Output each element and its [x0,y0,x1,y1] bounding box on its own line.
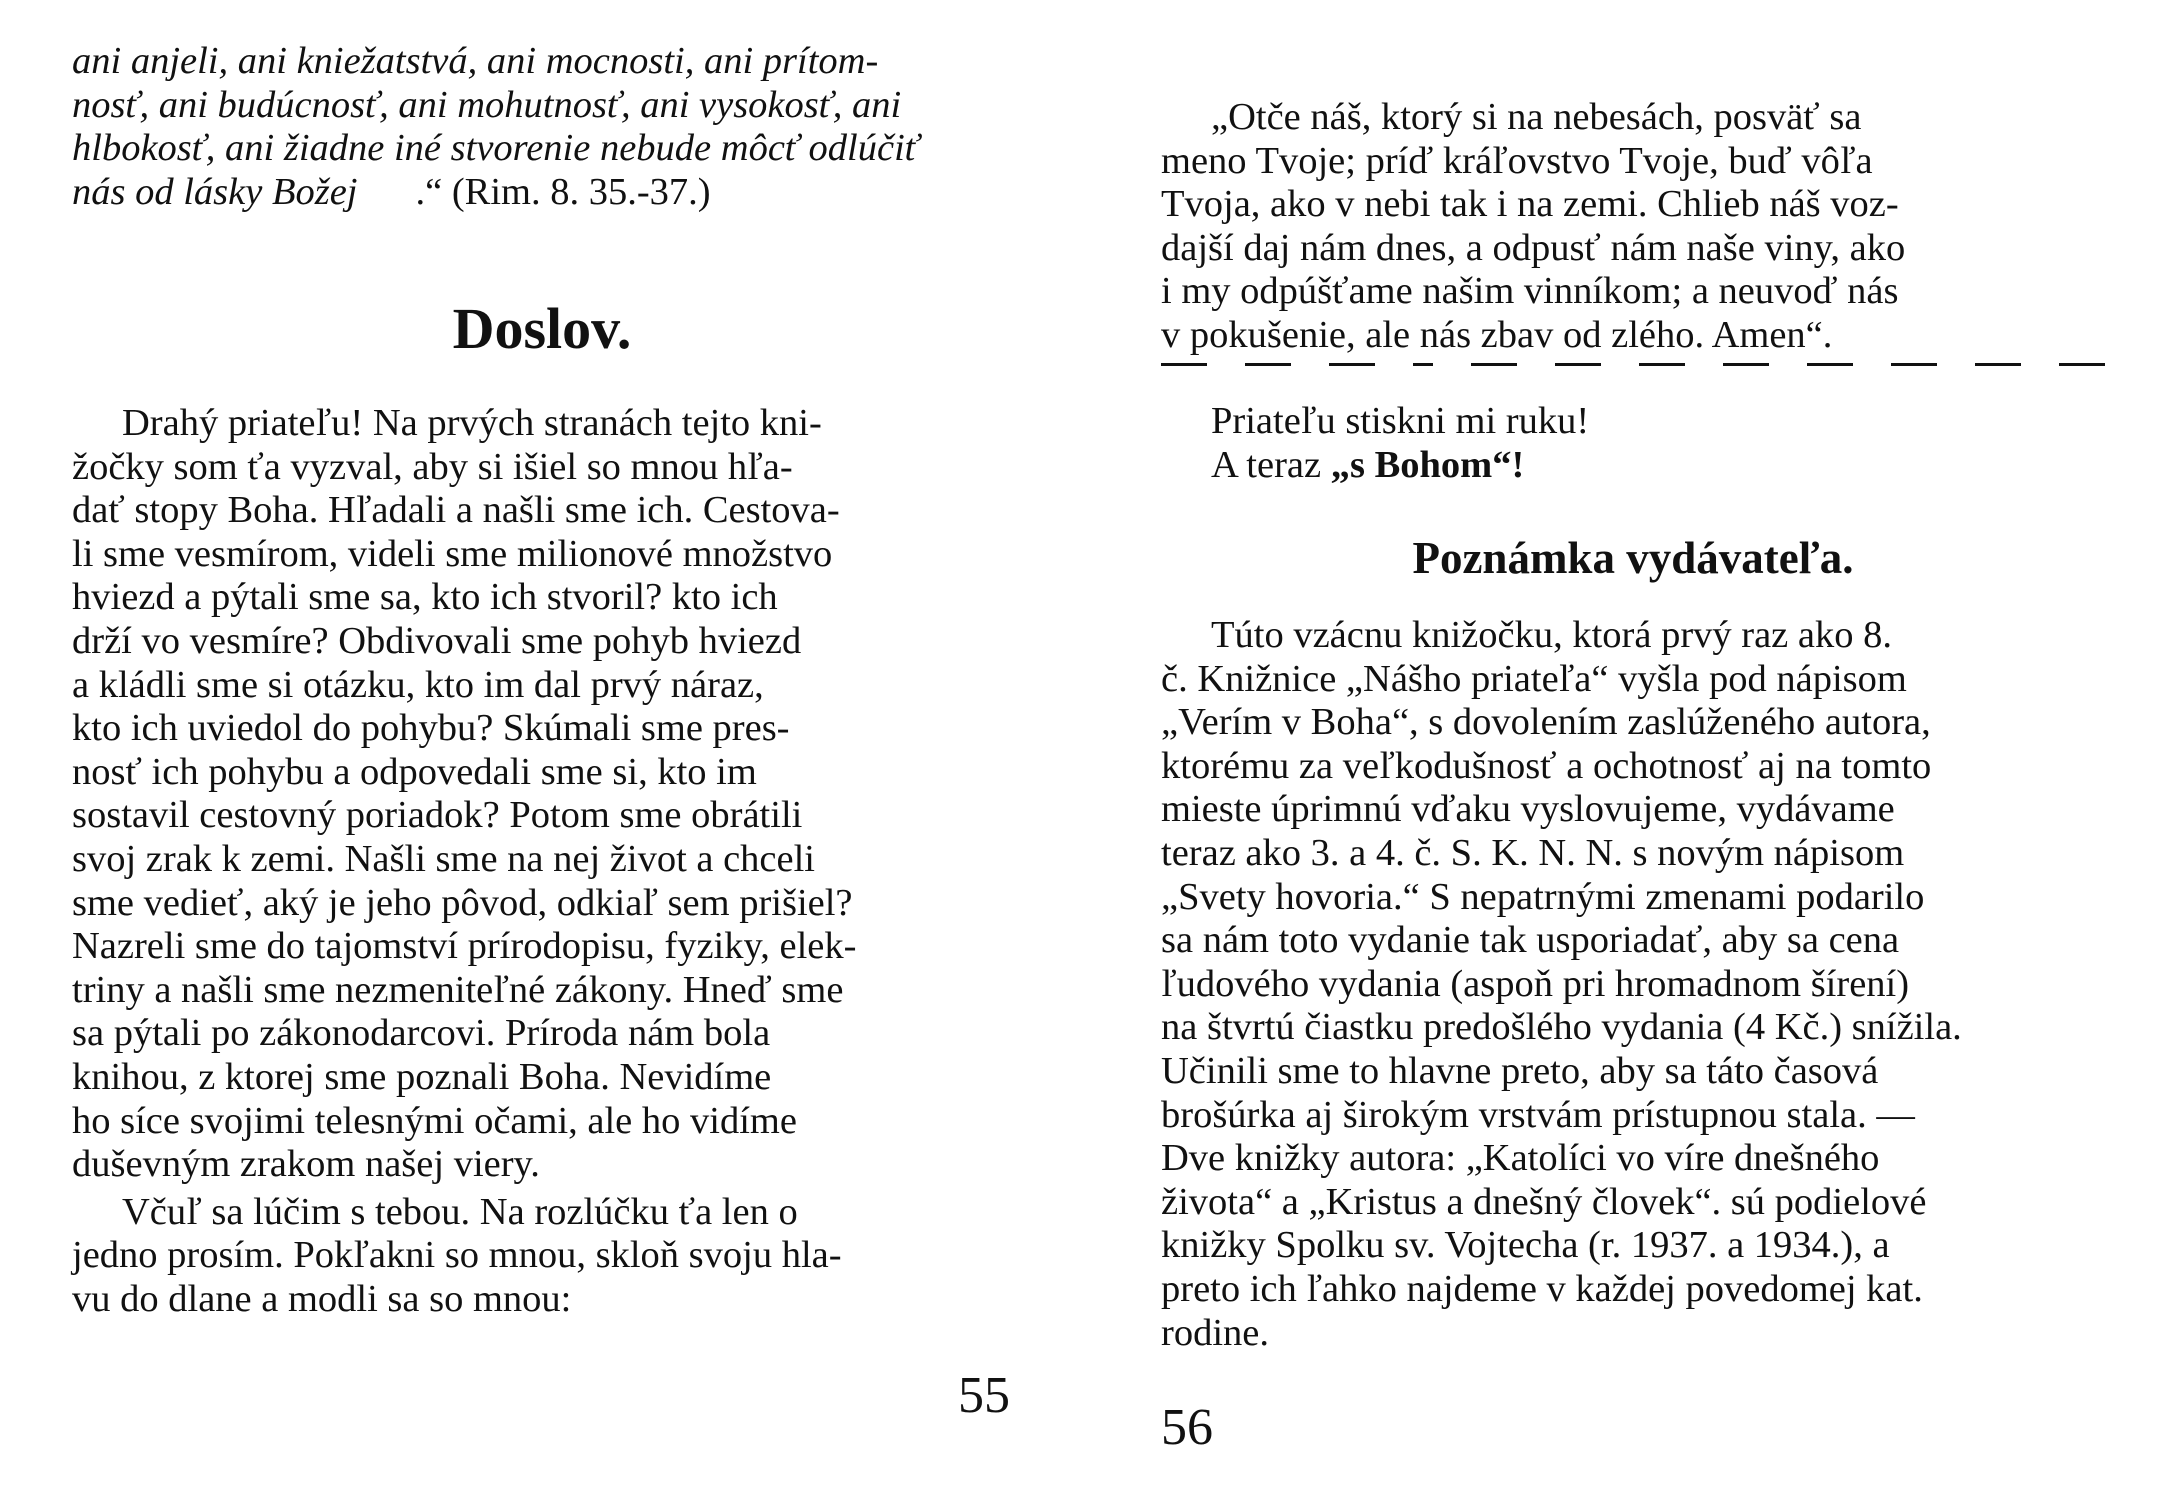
note-line: sa nám toto vydanie tak usporiadať, aby sa cena [1161,919,1900,962]
body-line: a kládli sme si otázku, kto im dal prvý náraz, [72,663,764,706]
note-line: života“ a „Kristus a dnešný človek“. sú podielové [1161,1180,1927,1223]
page-title: Doslov. [452,296,632,361]
note-line: teraz ako 3. a 4. č. S. K. N. N. s novým nápisom [1161,831,1905,874]
divider-dash [1807,363,1853,366]
divider-dash [1161,363,1207,366]
body-line: kto ich uviedol do pohybu? Skúmali sme pres- [72,707,790,750]
note-line: Učinili sme to hlavne preto, aby sa táto časová [1161,1049,1879,1092]
prayer-line: dajší daj nám dnes, a odpusť nám naše viny, ako [1161,226,1906,269]
publisher-note [1161,614,2105,1355]
quote-line: ani anjeli, ani kniežatstvá, ani mocnosti, ani prítom- [72,40,879,82]
divider-dash [1413,363,1433,366]
quote-last-line [72,171,1012,215]
closing-lines [1161,400,2105,487]
prayer-line: v pokušenie, ale nás zbav od zlého. Amen“. [1161,313,1833,356]
note-line: „Svety hovoria.“ S nepatrnými zmenami podarilo [1161,875,1925,918]
section-title: Poznámka vydávateľa. [1412,533,1854,583]
quote-line: nosť, ani budúcnosť, ani mohutnosť, ani vysokosť, ani [72,83,902,126]
note-line: ľudového vydania (aspoň pri hromadnom šírení) [1161,962,1910,1005]
body-line: svoj zrak k zemi. Našli sme na nej život a chceli [72,837,816,880]
note-line: Túto vzácnu knižočku, ktorá prvý raz ako 8. [1211,614,1892,656]
body-line: drží vo vesmíre? Obdivovali sme pohyb hviezd [72,619,802,662]
note-line: mieste úprimnú vďaku vyslovujeme, vydávame [1161,788,1895,831]
body-line: sostavil cestovný poriadok? Potom sme obrátili [72,794,803,837]
body-line: žočky som ťa vyzval, aby si išiel so mnou hľa- [72,445,793,488]
note-line: Dve knižky autora: „Katolíci vo víre dnešného [1161,1137,1880,1180]
prayer-line: „Otče náš, ktorý si na nebesách, posväť sa [1211,96,1862,138]
divider-dash [1245,363,1291,366]
note-line: na štvrtú čiastku predošlého vydania (4 Kč.) snížila. [1161,1006,1962,1049]
body-line: duševným zrakom našej viery. [72,1143,540,1186]
divider-dash [1471,363,1517,366]
right-page [1084,0,2168,1500]
body-line: ho síce svojimi telesnými očami, ale ho vidíme [72,1099,797,1142]
body-line: Nazreli sme do tajomství prírodopisu, fyziky, elek- [72,925,857,968]
divider-dash [1555,363,1601,366]
closing-bold: „s Bohom“! [1330,443,1525,486]
prayer-line: meno Tvoje; príď kráľovstvo Tvoje, buď vôľa [1161,139,1873,182]
dashed-divider [1161,358,2105,370]
prayer-passage [1161,96,2105,358]
note-line: č. Knižnice „Nášho priateľa“ vyšla pod nápisom [1161,657,1907,700]
note-line: brošúrka aj širokým vrstvám prístupnou stala. — [1161,1093,1915,1136]
prayer-line: i my odpúšťame našim vinníkom; a neuvoď nás [1161,270,1899,313]
body-line: li sme vesmírom, videli sme milionové množstvo [72,532,833,575]
page-number: 56 [1161,1399,1213,1456]
divider-dash [1639,363,1685,366]
body-line: dať stopy Boha. Hľadali a našli sme ich. Cestova- [72,489,840,532]
quote-close: .“ [415,170,443,213]
body-line: sme vedieť, aký je jeho pôvod, odkiaľ sem prišiel? [72,881,853,924]
divider-dash [2059,363,2105,366]
note-line: preto ich ľahko najdeme v každej povedomej kat. [1161,1267,1923,1310]
divider-dash [1975,363,2021,366]
body-line: Včuľ sa lúčim s tebou. Na rozlúčku ťa len o [122,1190,798,1233]
body-line: vu do dlane a modli sa so mnou: [72,1277,572,1320]
prayer-line: Tvoja, ako v nebi tak i na zemi. Chlieb náš voz- [1161,183,1899,226]
body-line: triny a našli sme nezmeniteľné zákony. Hneď sme [72,968,844,1011]
body-line: nosť ich pohybu a odpovedali sme si, kto im [72,750,757,793]
quote-line: hlbokosť, ani žiadne iné stvorenie nebude môcť odlúčiť [72,127,919,170]
page-number: 55 [958,1367,1010,1424]
note-line: „Verím v Boha“, s dovolením zaslúženého autora, [1161,701,1931,744]
body-line: hviezd a pýtali sme sa, kto ich stvoril? kto ich [72,576,778,619]
quote-reference: (Rim. 8. 35.-37.) [451,170,711,213]
quote-passage [72,40,1012,214]
divider-dash [1891,363,1937,366]
body-line: sa pýtali po zákonodarcovi. Príroda nám bola [72,1012,771,1055]
divider-dash [1329,363,1375,366]
quote-last-italic: nás od lásky Božej [72,170,358,213]
body-line: jedno prosím. Pokľakni so mnou, skloň svoju hla- [72,1234,842,1277]
closing-prefix: A teraz [1211,443,1322,486]
body-line: Drahý priateľu! Na prvých stranách tejto kni- [122,402,822,444]
note-line: rodine. [1161,1311,1269,1354]
body-line: knihou, z ktorej sme poznali Boha. Nevidíme [72,1055,772,1098]
note-line: ktorému za veľkodušnosť a ochotnosť aj na tomto [1161,744,1932,787]
closing-line [1161,444,2105,488]
closing-line: Priateľu stiskni mi ruku! [1211,400,1590,442]
body-paragraph [72,402,1012,1321]
divider-dash [1723,363,1769,366]
note-line: knižky Spolku sv. Vojtecha (r. 1937. a 1934.), a [1161,1224,1890,1267]
